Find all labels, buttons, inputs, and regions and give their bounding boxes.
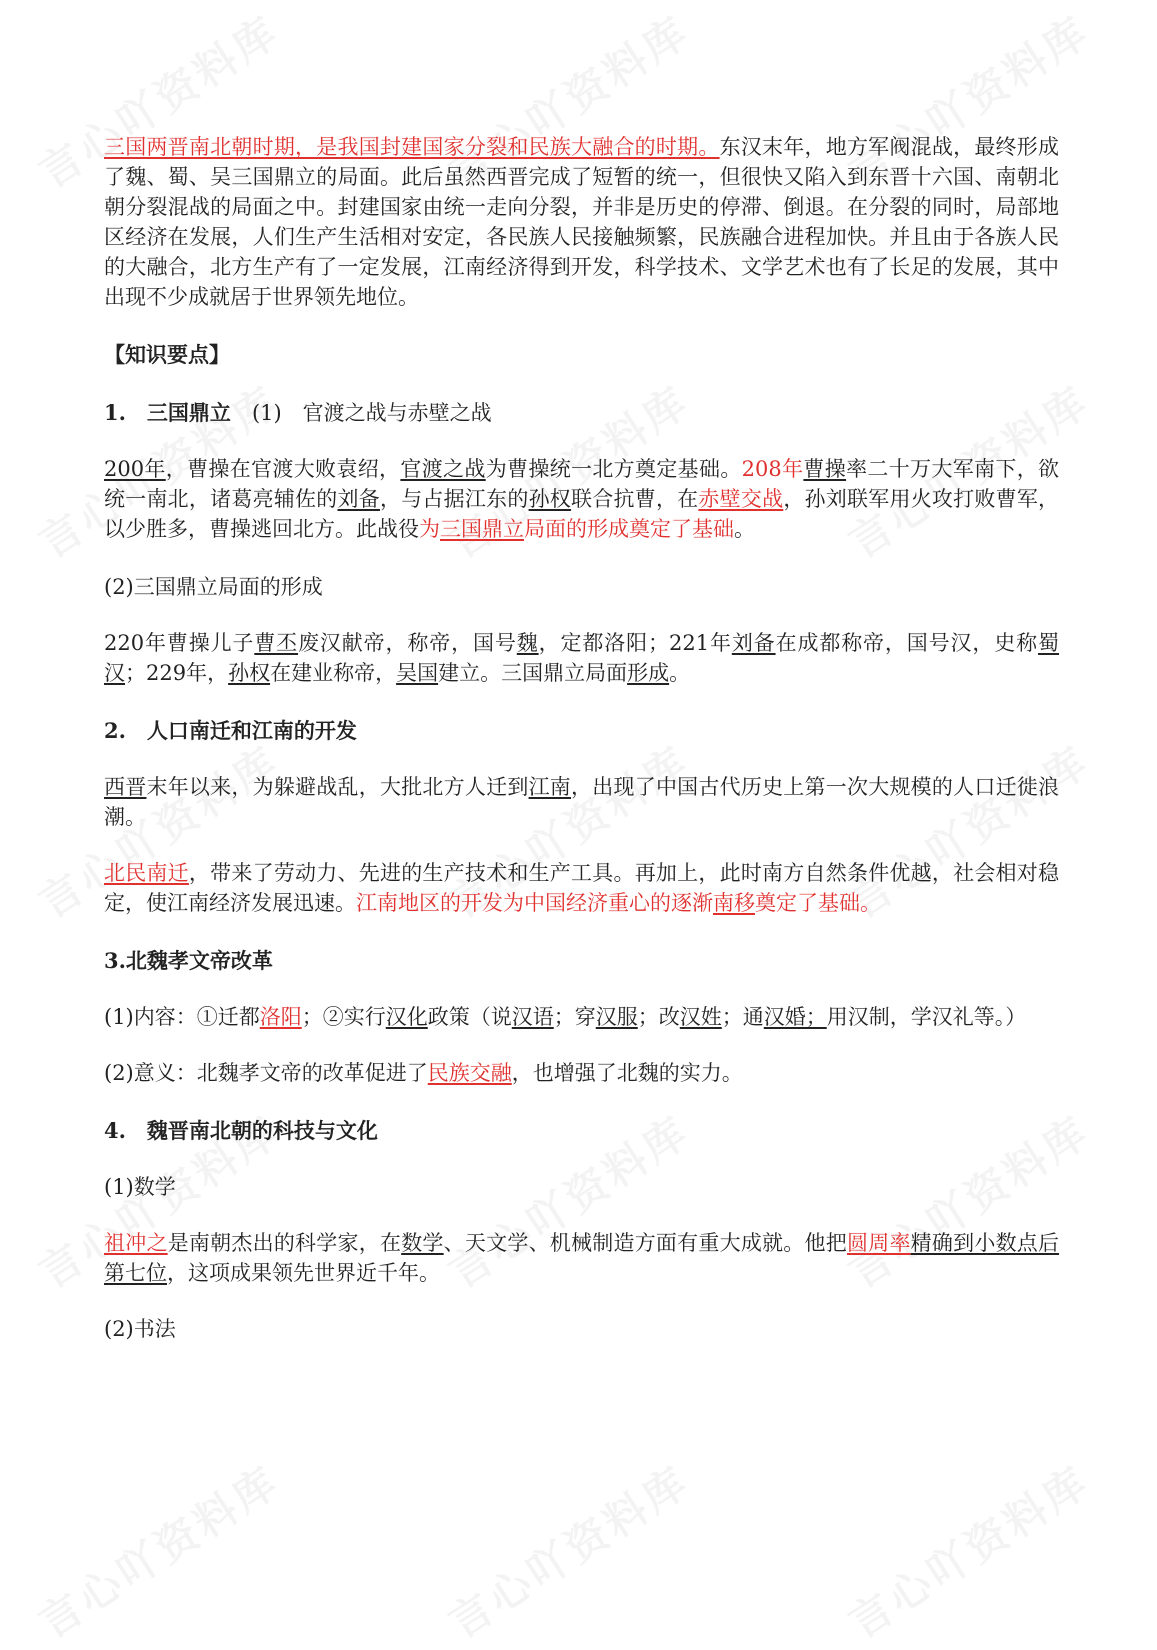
text-span: 是南朝杰出的科学家，在 [167,1231,402,1255]
text-span: 西晋 [104,775,147,799]
section-1-sub1: (1) 官渡之战与赤壁之战 [251,401,492,425]
text-span: ；②实行 [301,1005,386,1029]
text-span: 200年 [104,457,166,481]
text-span: 江南地区的开发为中国经济重心的逐渐 [356,891,713,915]
section-1-title: 1. 三国鼎立 [104,400,231,425]
section-2-heading: 2. 人口南迁和江南的开发 [104,718,357,743]
section-1-paragraph-2 [104,628,1059,688]
text-span: 洛阳 [259,1005,302,1029]
text-span: (1)内容：①迁都 [104,1005,260,1029]
section-4-sub1: (1)数学 [104,1175,176,1199]
text-span: ，带来了劳动力、先进的生产技术和生产工具。再加上，此时南方自然条件优越，社会相对稳定，使江南经济发展迅速。 [104,861,1060,915]
watermark-text [436,1450,700,1650]
intro-rest: 东汉末年，地方军阀混战，最终形成了魏、蜀、吴三国鼎立的局面。此后虽然西晋完成了短暂的统一，但很快又陷入到东晋十六国、南朝北朝分裂混战的局面之中。封建国家由统一走向分裂，并非是历史的停滞、倒退。在分裂的同时，局部地区经济在发展，人们生产生活相对安定，各民族人民接触频繁，民族融合进程加快。并且由于各族人民的大融合，北方生产有了一定发展，江南经济得到开发，科学技术、文学艺术也有了长足的发展，其中出现不少成就居于世界领先地位。 [104,135,1060,309]
section-2-paragraph-2 [104,858,1059,918]
text-span: 。 [734,517,755,541]
text-span: 形成 [627,661,670,685]
text-span: 用汉制，学汉礼等。） [826,1005,1027,1029]
intro-lead: 三国两晋南北朝时期，是我国封建国家分裂和民族大融合的时期。 [104,135,720,159]
section-3-heading: 3.北魏孝文帝改革 [104,948,273,973]
knowledge-heading: 【知识要点】 [104,342,230,367]
text-span: ，也增强了北魏的实力。 [511,1061,743,1085]
text-span: 为 [419,517,440,541]
text-span: ，定都洛阳；221年 [538,631,732,655]
text-span: 建立。三国鼎立局面 [438,661,628,685]
text-span: 220年曹操儿子 [104,631,255,655]
section-4-paragraph-1 [104,1228,1059,1288]
text-span: ，曹操在官渡大败袁绍， [165,457,401,481]
text-span: 官渡之战 [400,457,486,481]
text-span: 汉化 [385,1005,428,1029]
text-span: 在建业称帝， [270,661,397,685]
text-span: ，孙刘联军用火攻打败曹军，以少胜多，曹操逃回北方。此战役 [104,487,1060,541]
text-span: 率二十万大军南下，欲统一南北，诸葛亮辅佐的 [104,457,1060,511]
text-span: 北民南迁 [104,861,189,885]
text-span: 江南 [528,775,572,799]
watermark-text [26,1450,290,1650]
text-span: 、天文学、机械制造方面有重大成就。他把 [443,1231,847,1255]
section-4-sub2: (2)书法 [104,1317,176,1341]
intro-paragraph [104,132,1059,312]
text-span: 汉服 [595,1005,638,1029]
text-span: 圆周率 [846,1231,911,1255]
text-span: 局面的形成奠定了基础 [524,517,734,541]
text-span: 在成都称帝，国号汉，史称 [775,631,1039,655]
text-span: 刘备 [731,631,776,655]
watermark-text [836,1450,1100,1650]
section-4-heading: 4. 魏晋南北朝的科技与文化 [104,1118,378,1143]
text-span: 魏 [516,631,539,655]
text-span: 曹操 [803,457,847,481]
text-span: 祖冲之 [104,1231,168,1255]
text-span: 汉婚； [763,1005,827,1029]
text-span: ；229年， [125,661,229,685]
text-span: 。 [669,661,691,685]
document-body [104,132,1059,1344]
text-span: 精确到小数点后第七位 [104,1231,1060,1285]
text-span: ，与占据江东的 [379,487,529,511]
text-span: 汉语 [511,1005,554,1029]
text-span: 为曹操统一北方奠定基础。 [485,457,742,481]
text-span: ，这项成果领先世界近千年。 [167,1261,440,1285]
text-span: 末年以来，为躲避战乱，大批北方人迁到 [146,775,529,799]
text-span: 数学 [401,1231,444,1255]
section-1-paragraph-1 [104,454,1059,544]
text-span: 政策（说 [427,1005,512,1029]
section-3-paragraph-1 [104,1002,1059,1032]
text-span: 蜀汉 [104,631,1060,685]
text-span: 南移 [713,891,755,915]
text-span: ；穿 [553,1005,596,1029]
text-span: (2)意义：北魏孝文帝的改革促进了 [104,1061,428,1085]
text-span: 废汉献帝，称帝，国号 [298,631,517,655]
text-span: 奠定了基础。 [755,891,881,915]
text-span: ，出现了中国古代历史上第一次大规模的人口迁徙浪潮。 [104,775,1060,829]
section-3-paragraph-2 [104,1058,1059,1088]
text-span: 孙权 [528,487,572,511]
text-span: 赤壁交战 [698,487,784,511]
text-span: 孙权 [228,661,271,685]
text-span: 民族交融 [427,1061,512,1085]
text-span: 汉姓 [679,1005,722,1029]
text-span: 吴国 [396,661,439,685]
section-1-sub2: (2)三国鼎立局面的形成 [104,575,323,599]
text-span: 三国鼎立 [440,517,524,541]
text-span: ；通 [721,1005,764,1029]
section-1-heading [104,398,1059,428]
text-span: 刘备 [337,487,380,511]
text-span: 208年 [741,457,804,481]
text-span: 曹丕 [254,631,299,655]
section-2-paragraph-1 [104,772,1059,832]
text-span: 联合抗曹，在 [571,487,699,511]
text-span: ；改 [637,1005,680,1029]
